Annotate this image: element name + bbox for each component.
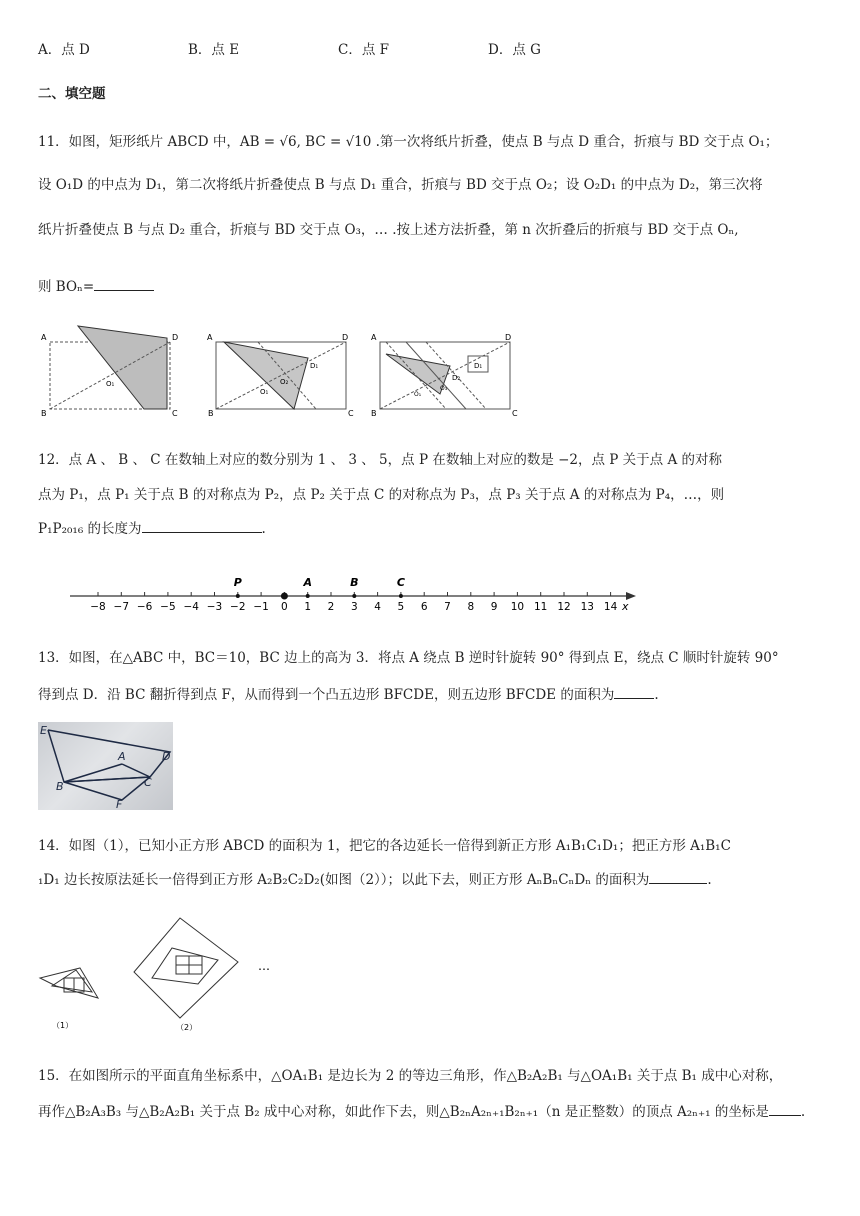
tick-label: 10 (510, 601, 525, 613)
tick-label: −2 (230, 601, 246, 613)
option-b: B．点 E (188, 42, 240, 58)
tick-label: 7 (444, 601, 451, 613)
tick-label: 0 (281, 601, 288, 613)
q14-line-2: ₁D₁ 边长按原法延长一倍得到正方形 A₂B₂C₂D₂(如图（2））；以此下去，则正方形 AₙBₙCₙDₙ 的面积为 . (38, 869, 828, 890)
q13-text: 得到点 D．沿 BC 翻折得到点 F，从而得到一个凸五边形 BFCDE，则五边形 BFCDE 的面积为 (38, 687, 615, 703)
fig3-label-c: C (512, 409, 518, 418)
fig2-label-d1: D₁ (310, 362, 319, 370)
option-a: A．点 D (38, 42, 90, 58)
q14-answer-blank[interactable] (649, 869, 707, 884)
q12-answer-blank[interactable] (142, 518, 262, 533)
tick-label: 11 (534, 601, 548, 613)
fig3-label-d2: D₂ (452, 374, 461, 382)
fig3-label-d: D (505, 333, 512, 342)
fig1-label-o1: O₁ (106, 380, 115, 388)
q14-text: ₁D₁ 边长按原法延长一倍得到正方形 A₂B₂C₂D₂(如图（2））；以此下去，则正方形 AₙBₙCₙDₙ 的面积为 (38, 872, 650, 888)
q11-line-2: 设 O₁D 的中点为 D₁，第二次将纸片折叠使点 B 与点 D₁ 重合，折痕与 BD 交于点 O₂；设 O₂D₁ 的中点为 D₂，第三次将 (38, 177, 763, 193)
q14-caption-2: （2） (176, 1023, 198, 1032)
number-line (70, 572, 650, 618)
point-p (236, 594, 240, 598)
fig3-label-o1: O₁ (414, 391, 422, 398)
fig3-label-b: B (371, 409, 377, 418)
q13-label-b: B (56, 780, 64, 793)
q13-figure-photo (38, 722, 173, 810)
fig1-label-d: D (172, 333, 179, 342)
fig2-label-c: C (348, 409, 354, 418)
q14-ellipsis: … (258, 959, 270, 973)
q13-answer-blank[interactable] (614, 684, 654, 699)
tick-label: 4 (374, 601, 381, 613)
q11-answer-prefix: 则 BOₙ= (38, 279, 95, 295)
section-title: 二、填空题 (38, 86, 106, 102)
q11-figure-1 (41, 326, 178, 418)
tick-label: 14 (603, 601, 618, 613)
q13-line-2: 得到点 D．沿 BC 翻折得到点 F，从而得到一个凸五边形 BFCDE，则五边形 BFCDE 的面积为 . (38, 684, 828, 705)
q15-text: 再作△B₂A₃B₃ 与△B₂A₂B₁ 关于点 B₂ 成中心对称，如此作下去，则△B₂ₙA₂ₙ₊₁B₂ₙ₊₁（n 是正整数）的顶点 A₂ₙ₊₁ 的坐标是 (38, 1104, 769, 1120)
tick-label: −4 (183, 601, 199, 613)
tick-label: −3 (206, 601, 223, 613)
tick-label: 2 (327, 601, 335, 613)
q11-folding-figures (36, 324, 526, 420)
tick-label: 8 (467, 601, 475, 613)
fig1-label-b: B (41, 409, 47, 418)
fig2-label-d: D (342, 333, 349, 342)
tick-label: 12 (557, 601, 571, 613)
q13-label-d: D (162, 750, 171, 763)
tick-label: 9 (490, 601, 498, 613)
point-c (399, 594, 403, 598)
q15-line-1: 15．在如图所示的平面直角坐标系中，△OA₁B₁ 是边长为 2 的等边三角形，作△B₂A₂B₁ 与△OA₁B₁ 关于点 B₁ 成中心对称， (38, 1068, 783, 1084)
origin-dot (281, 593, 288, 600)
point-label-c: C (396, 576, 405, 589)
q12-line-2: 点为 P₁，点 P₁ 关于点 B 的对称点为 P₂，点 P₂ 关于点 C 的对称点为 P₃，点 P₃ 关于点 A 的对称点为 P₄，…，则 (38, 487, 725, 503)
tick-label: −5 (160, 601, 176, 613)
tick-label: 1 (304, 601, 312, 613)
point-a (306, 594, 310, 598)
q14-caption-1: （1） (52, 1021, 74, 1030)
q13-label-f: F (116, 798, 123, 810)
q11-figure-3 (371, 333, 518, 418)
q11-line-1: 11．如图，矩形纸片 ABCD 中，AB = √6, BC = √10 .第一次将纸片折叠，使点 B 与点 D 重合，折痕与 BD 交于点 O₁； (38, 134, 779, 150)
tick-label: −7 (113, 601, 130, 613)
q11-answer-blank[interactable] (94, 276, 154, 291)
tick-label: 3 (350, 601, 358, 613)
option-c: C．点 F (338, 42, 389, 58)
option-d: D．点 G (488, 42, 541, 58)
q15-answer-blank[interactable] (769, 1101, 801, 1116)
q12-line-3: P₁P₂₀₁₆ 的长度为 . (38, 518, 828, 539)
tick-label: 6 (420, 601, 428, 613)
fig2-label-b: B (208, 409, 214, 418)
fig3-label-o3: O₃ (440, 385, 448, 392)
number-line-variable: x (622, 600, 629, 613)
q12-line-1: 12．点 A 、 B 、 C 在数轴上对应的数分别为 1 、 3 、 5，点 P 在数轴上对应的数是 −2，点 P 关于点 A 的对称 (38, 452, 723, 468)
q14-line-1: 14．如图（1），已知小正方形 ABCD 的面积为 1，把它的各边延长一倍得到新正方形 A₁B₁C₁D₁；把正方形 A₁B₁C (38, 838, 731, 854)
fig1-label-a: A (41, 333, 47, 342)
q11-figure-2 (207, 333, 354, 418)
point-label-a: A (303, 576, 312, 589)
q14-square-figures (30, 912, 290, 1037)
fig3-label-a: A (371, 333, 377, 342)
fig2-label-o1: O₁ (260, 388, 269, 396)
tick-label: −1 (253, 601, 269, 613)
tick-label: 5 (397, 601, 405, 613)
fig3-label-d1: D₁ (474, 362, 483, 370)
point-label-p: P (233, 576, 242, 589)
q13-label-a: A (118, 750, 126, 763)
fig1-label-c: C (172, 409, 178, 418)
q11-line-4 (38, 276, 828, 297)
tick-label: −8 (90, 601, 106, 613)
q13-line-1: 13．如图，在△ABC 中，BC＝10，BC 边上的高为 3．将点 A 绕点 B 逆时针旋转 90° 得到点 E，绕点 C 顺时针旋转 90° (38, 650, 779, 666)
tick-label: −6 (136, 601, 153, 613)
q14-figure-1 (40, 968, 98, 1030)
fig2-label-a: A (207, 333, 213, 342)
q13-label-c: C (144, 776, 152, 789)
fig2-label-o2: O₂ (280, 378, 289, 386)
q15-line-2: 再作△B₂A₃B₃ 与△B₂A₂B₁ 关于点 B₂ 成中心对称，如此作下去，则△B₂ₙA₂ₙ₊₁B₂ₙ₊₁（n 是正整数）的顶点 A₂ₙ₊₁ 的坐标是 . (38, 1101, 828, 1122)
q13-label-e: E (40, 724, 47, 737)
tick-label: 13 (580, 601, 594, 613)
q11-line-3: 纸片折叠使点 B 与点 D₂ 重合，折痕与 BD 交于点 O₃，… .按上述方法折叠，第 n 次折叠后的折痕与 BD 交于点 Oₙ, (38, 222, 739, 238)
q14-figure-2 (134, 918, 238, 1032)
number-line-points (234, 576, 405, 598)
point-label-b: B (350, 576, 359, 589)
q12-answer-prefix: P₁P₂₀₁₆ 的长度为 (38, 521, 142, 537)
point-b (352, 594, 356, 598)
